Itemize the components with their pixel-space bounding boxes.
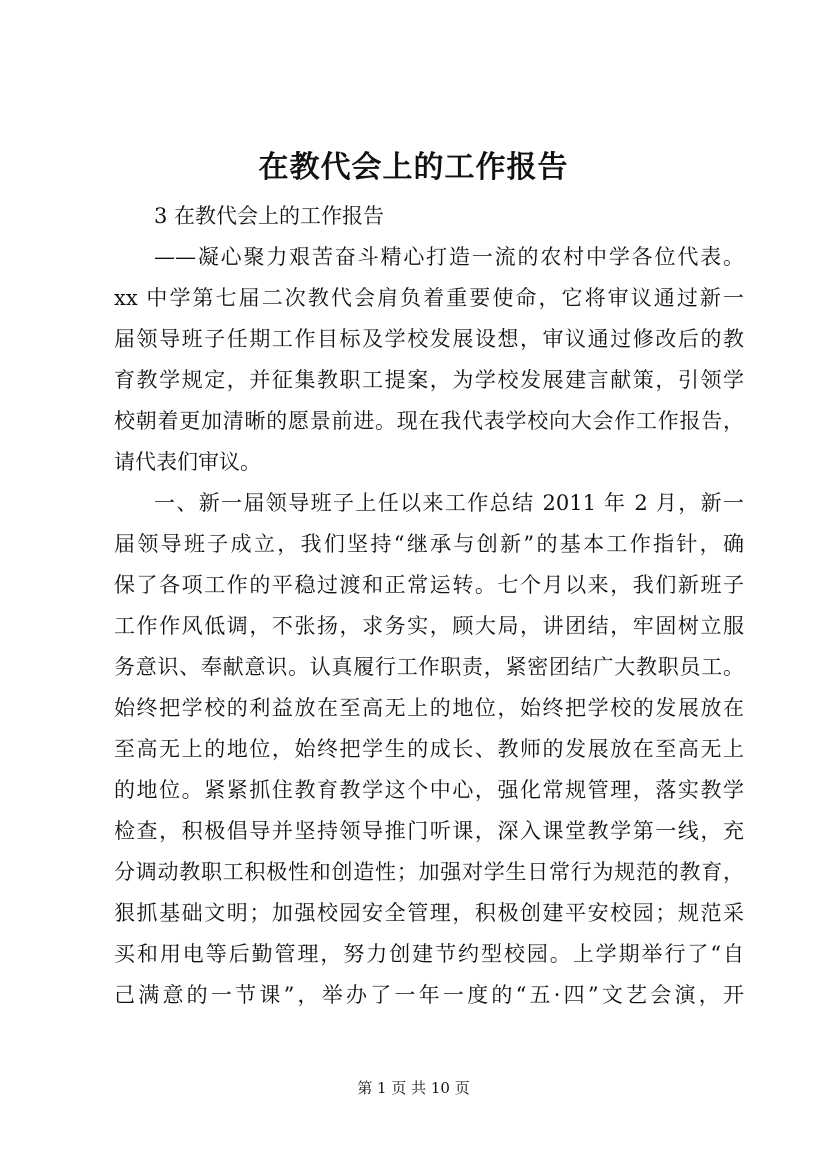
body-line: 育教学规定，并征集教职工提案，为学校发展建言献策，引领学 bbox=[114, 368, 744, 392]
body-line: 己满意的一节课”，举办了一年一度的“五·四”文艺会演，开 bbox=[114, 983, 744, 1007]
body-line: 3 在教代会上的工作报告 bbox=[154, 204, 385, 228]
body-line: 始终把学校的利益放在至高无上的地位，始终把学校的发展放在 bbox=[114, 696, 744, 720]
document-body bbox=[114, 196, 744, 1016]
body-line: 工作作风低调，不张扬，求务实，顾大局，讲团结，牢固树立服 bbox=[114, 614, 744, 638]
body-line: 的地位。紧紧抓住教育教学这个中心，强化常规管理，落实教学 bbox=[114, 778, 744, 802]
body-line: xx 中学第七届二次教代会肩负着重要使命，它将审议通过新一 bbox=[114, 286, 744, 310]
body-line: 买和用电等后勤管理，努力创建节约型校园。上学期举行了“自 bbox=[114, 942, 744, 966]
body-line: ——凝心聚力艰苦奋斗精心打造一流的农村中学各位代表。 bbox=[154, 245, 744, 269]
body-line: 狠抓基础文明；加强校园安全管理，积极创建平安校园；规范采 bbox=[114, 901, 744, 925]
body-line: 请代表们审议。 bbox=[114, 450, 261, 474]
body-line: 分调动教职工积极性和创造性；加强对学生日常行为规范的教育， bbox=[114, 860, 744, 884]
body-line: 届领导班子任期工作目标及学校发展设想，审议通过修改后的教 bbox=[114, 327, 744, 351]
body-line: 校朝着更加清晰的愿景前进。现在我代表学校向大会作工作报告， bbox=[114, 409, 744, 433]
page-number-footer: 第 1 页 共 10 页 bbox=[357, 1079, 470, 1097]
document-title: 在教代会上的工作报告 bbox=[258, 150, 569, 185]
body-line: 务意识、奉献意识。认真履行工作职责，紧密团结广大教职员工。 bbox=[114, 655, 744, 679]
body-line: 保了各项工作的平稳过渡和正常运转。七个月以来，我们新班子 bbox=[114, 573, 744, 597]
body-line: 至高无上的地位，始终把学生的成长、教师的发展放在至高无上 bbox=[114, 737, 744, 761]
body-line: 一、新一届领导班子上任以来工作总结 2011 年 2 月，新一 bbox=[154, 491, 744, 515]
body-line: 届领导班子成立，我们坚持“继承与创新”的基本工作指针，确 bbox=[114, 532, 744, 556]
body-line: 检查，积极倡导并坚持领导推门听课，深入课堂教学第一线，充 bbox=[114, 819, 744, 843]
